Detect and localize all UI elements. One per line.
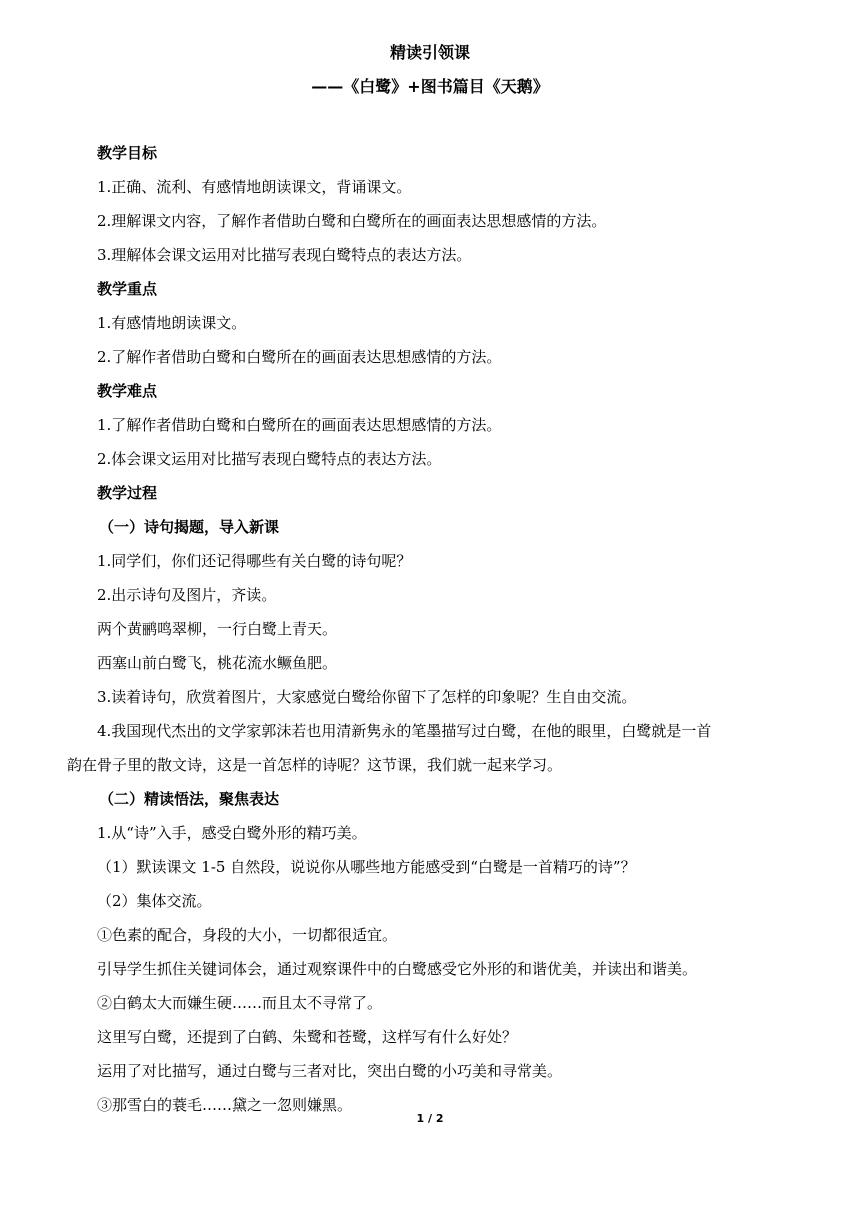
process-part1-item-4-line-2: 韵在骨子里的散文诗，这是一首怎样的诗呢？这节课，我们就一起来学习。 bbox=[67, 756, 563, 774]
poem-line-2: 西塞山前白鹭飞，桃花流水鳜鱼肥。 bbox=[97, 654, 338, 672]
process-part2-item-5: 引导学生抓住关键词体会，通过观察课件中的白鹭感受它外形的和谐优美，并读出和谐美。 bbox=[97, 960, 698, 978]
goal-item-2: 2.理解课文内容，了解作者借助白鹭和白鹭所在的画面表达思想感情的方法。 bbox=[97, 212, 607, 230]
process-part2-heading: （二）精读悟法，聚焦表达 bbox=[99, 790, 280, 808]
process-part1-item-2: 2.出示诗句及图片，齐读。 bbox=[97, 586, 277, 604]
process-part2-item-9: ③那雪白的蓑毛……黛之一忽则嫌黑。 bbox=[97, 1096, 353, 1114]
process-part2-item-3: （2）集体交流。 bbox=[97, 892, 212, 910]
goal-item-1: 1.正确、流利、有感情地朗读课文，背诵课文。 bbox=[97, 178, 412, 196]
key-point-item-2: 2.了解作者借助白鹭和白鹭所在的画面表达思想感情的方法。 bbox=[97, 348, 502, 366]
goal-item-3: 3.理解体会课文运用对比描写表现白鹭特点的表达方法。 bbox=[97, 246, 472, 264]
process-part2-item-2: （1）默读课文 1-5 自然段，说说你从哪些地方能感受到“白鹭是一首精巧的诗”？ bbox=[97, 858, 636, 876]
difficulty-item-1: 1.了解作者借助白鹭和白鹭所在的画面表达思想感情的方法。 bbox=[97, 416, 502, 434]
process-part1-heading: （一）诗句揭题，导入新课 bbox=[99, 518, 280, 536]
process-part2-item-1: 1.从“诗”入手，感受白鹭外形的精巧美。 bbox=[97, 824, 367, 842]
document-body bbox=[67, 143, 797, 1129]
process-part2-item-6: ②白鹤太大而嫌生硬……而且太不寻常了。 bbox=[97, 994, 383, 1012]
process-part1-item-1: 1.同学们，你们还记得哪些有关白鹭的诗句呢？ bbox=[97, 552, 412, 570]
process-part1-item-4-line-1: 4.我国现代杰出的文学家郭沫若也用清新隽永的笔墨描写过白鹭，在他的眼里，白鹭就是一首 bbox=[97, 722, 712, 740]
difficulty-item-2: 2.体会课文运用对比描写表现白鹭特点的表达方法。 bbox=[97, 450, 442, 468]
section-heading-key-points: 教学重点 bbox=[97, 280, 158, 298]
process-part2-item-7: 这里写白鹭，还提到了白鹤、朱鹭和苍鹭，这样写有什么好处？ bbox=[97, 1028, 518, 1046]
process-part2-item-4: ①色素的配合，身段的大小，一切都很适宜。 bbox=[97, 926, 398, 944]
poem-line-1: 两个黄鹂鸣翠柳，一行白鹭上青天。 bbox=[97, 620, 338, 638]
process-part1-item-3: 3.读着诗句，欣赏着图片，大家感觉白鹭给你留下了怎样的印象呢？生自由交流。 bbox=[97, 688, 637, 706]
section-heading-difficulties: 教学难点 bbox=[97, 382, 158, 400]
process-part2-item-8: 运用了对比描写，通过白鹭与三者对比，突出白鹭的小巧美和寻常美。 bbox=[97, 1062, 563, 1080]
section-heading-goals: 教学目标 bbox=[97, 144, 158, 162]
document-subtitle: ——《白鹭》+图书篇目《天鹅》 bbox=[311, 77, 549, 96]
page-number: 1 / 2 bbox=[416, 1112, 444, 1125]
key-point-item-1: 1.有感情地朗读课文。 bbox=[97, 314, 247, 332]
document-title: 精读引领课 bbox=[389, 43, 470, 62]
section-heading-process: 教学过程 bbox=[97, 484, 158, 502]
